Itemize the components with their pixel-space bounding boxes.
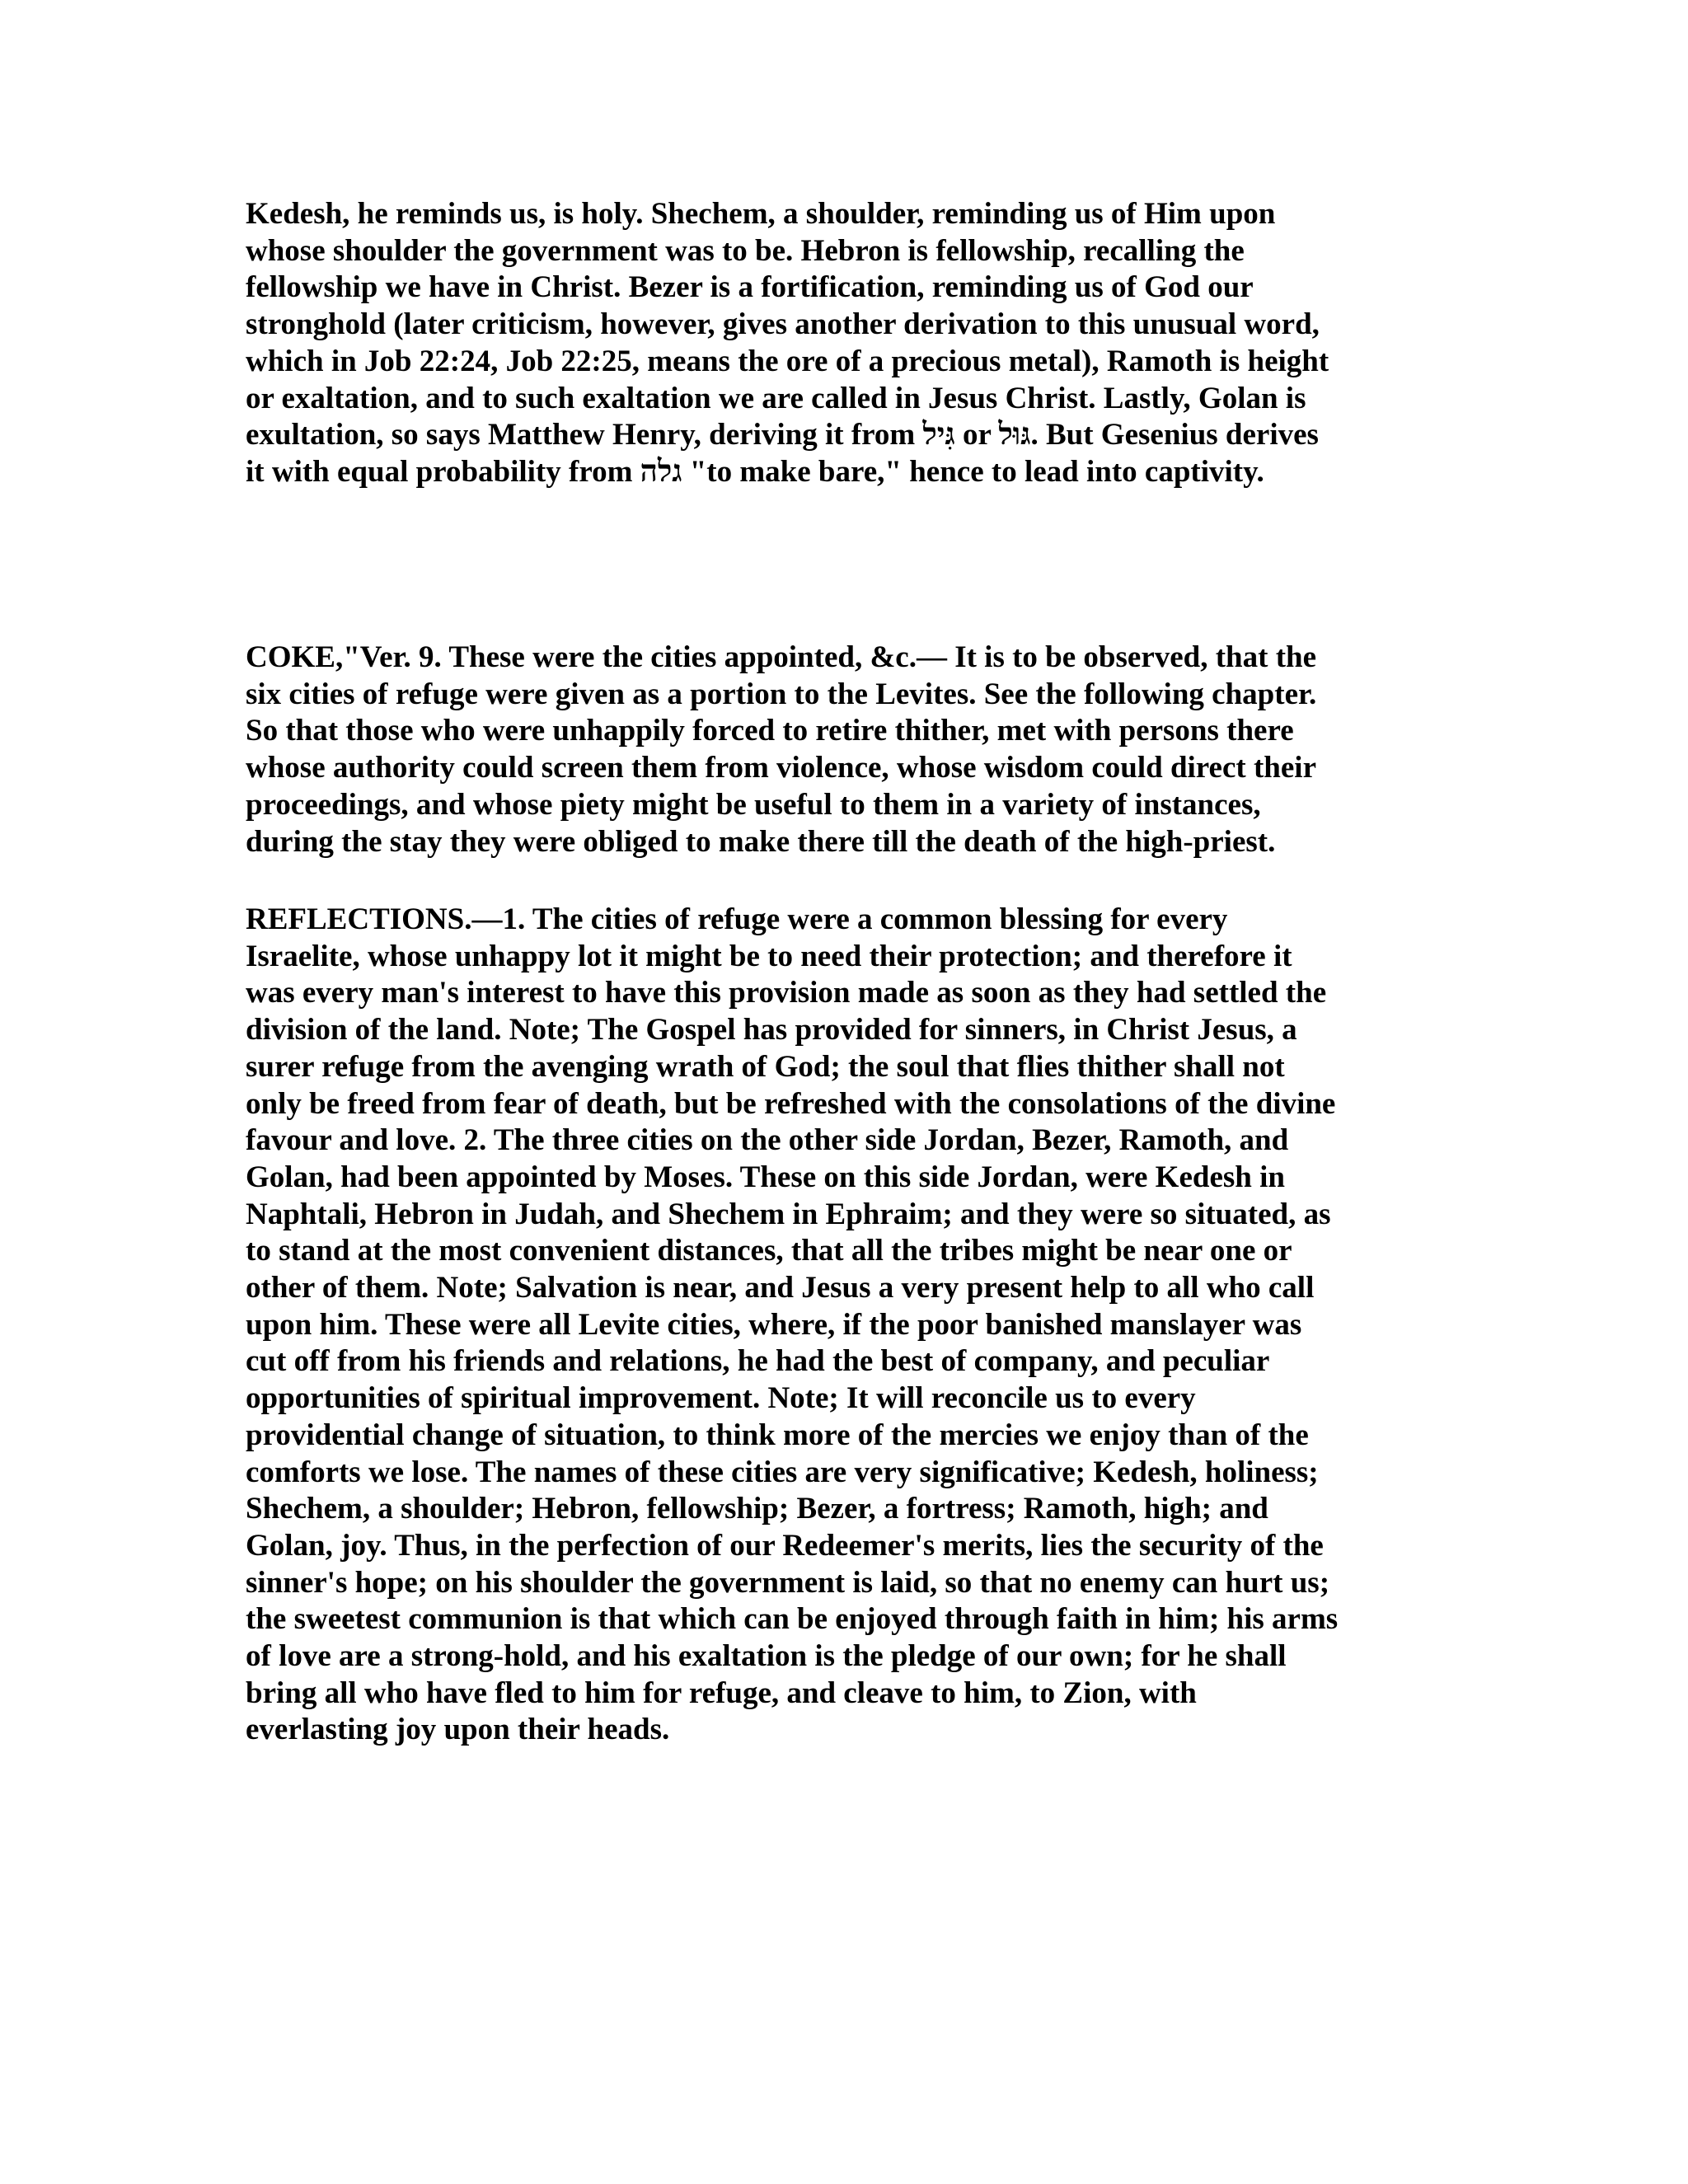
text-line: of love are a strong-hold, and his exaltation is the pledge of our own; for he shall [246,1639,1287,1674]
text-line: cut off from his friends and relations, he had the best of company, and peculiar [246,1344,1270,1379]
text-line: So that those who were unhappily forced to retire thither, met with persons there [246,714,1294,748]
text-line: Israelite, whose unhappy lot it might be to need their protection; and therefore it [246,939,1292,973]
text-line: whose authority could screen them from violence, whose wisdom could direct their [246,751,1316,785]
coke-commentary-paragraph [246,640,1449,860]
text-line: the sweetest communion is that which can be enjoyed through faith in him; his arms [246,1602,1339,1637]
text-line: or exaltation, and to such exaltation we are called in Jesus Christ. Lastly, Golan is [246,381,1306,415]
text-line: six cities of refuge were given as a portion to the Levites. See the following chapter. [246,677,1317,711]
text-line: it with equal probability from גלה "to make bare," hence to lead into captivity. [246,454,1264,489]
text-line: bring all who have fled to him for refuge, and cleave to him, to Zion, with [246,1675,1197,1710]
text-line: sinner's hope; on his shoulder the government is laid, so that no enemy can hurt us; [246,1565,1330,1600]
commentary-paragraph-golan [246,196,1449,491]
text-line: Golan, joy. Thus, in the perfection of our Redeemer's merits, lies the security of the [246,1528,1324,1563]
text-line: Naphtali, Hebron in Judah, and Shechem in Ephraim; and they were so situated, as [246,1197,1331,1231]
text-line: surer refuge from the avenging wrath of God; the soul that flies thither shall not [246,1049,1285,1084]
text-line: favour and love. 2. The three cities on the other side Jordan, Bezer, Ramoth, and [246,1123,1289,1158]
text-line: exultation, so says Matthew Henry, deriving it from גִּיל or גּוּל. But Gesenius derives [246,418,1319,452]
text-line: other of them. Note; Salvation is near, and Jesus a very present help to all who call [246,1271,1315,1305]
text-line: upon him. These were all Levite cities, where, if the poor banished manslayer was [246,1307,1302,1342]
text-line: providential change of situation, to think more of the mercies we enjoy than of the [246,1418,1309,1452]
text-line: stronghold (later criticism, however, gives another derivation to this unusual word, [246,307,1320,342]
reflections-paragraph [246,902,1449,1749]
text-line: to stand at the most convenient distances, that all the tribes might be near one or [246,1234,1292,1268]
text-line: during the stay they were obliged to make there till the death of the high-priest. [246,824,1276,859]
text-line: COKE,"Ver. 9. These were the cities appointed, &c.— It is to be observed, that the [246,640,1317,674]
text-line: division of the land. Note; The Gospel has provided for sinners, in Christ Jesus, a [246,1013,1297,1047]
text-line: Shechem, a shoulder; Hebron, fellowship; Bezer, a fortress; Ramoth, high; and [246,1492,1268,1526]
text-line: fellowship we have in Christ. Bezer is a fortification, reminding us of God our [246,270,1254,305]
text-line: everlasting joy upon their heads. [246,1713,670,1747]
text-line: comforts we lose. The names of these cities are very significative; Kedesh, holiness; [246,1455,1319,1489]
text-line: Golan, had been appointed by Moses. These on this side Jordan, were Kedesh in [246,1160,1285,1194]
text-line: REFLECTIONS.—1. The cities of refuge were a common blessing for every [246,902,1228,936]
text-line: opportunities of spiritual improvement. Note; It will reconcile us to every [246,1381,1196,1416]
text-line: Kedesh, he reminds us, is holy. Shechem, a shoulder, reminding us of Him upon [246,197,1276,231]
text-line: only be freed from fear of death, but be refreshed with the consolations of the divine [246,1086,1336,1121]
text-line: which in Job 22:24, Job 22:25, means the ore of a precious metal), Ramoth is height [246,344,1329,378]
text-line: proceedings, and whose piety might be useful to them in a variety of instances, [246,787,1261,822]
text-line: whose shoulder the government was to be. Hebron is fellowship, recalling the [246,233,1245,268]
text-line: was every man's interest to have this provision made as soon as they had settled the [246,976,1327,1010]
